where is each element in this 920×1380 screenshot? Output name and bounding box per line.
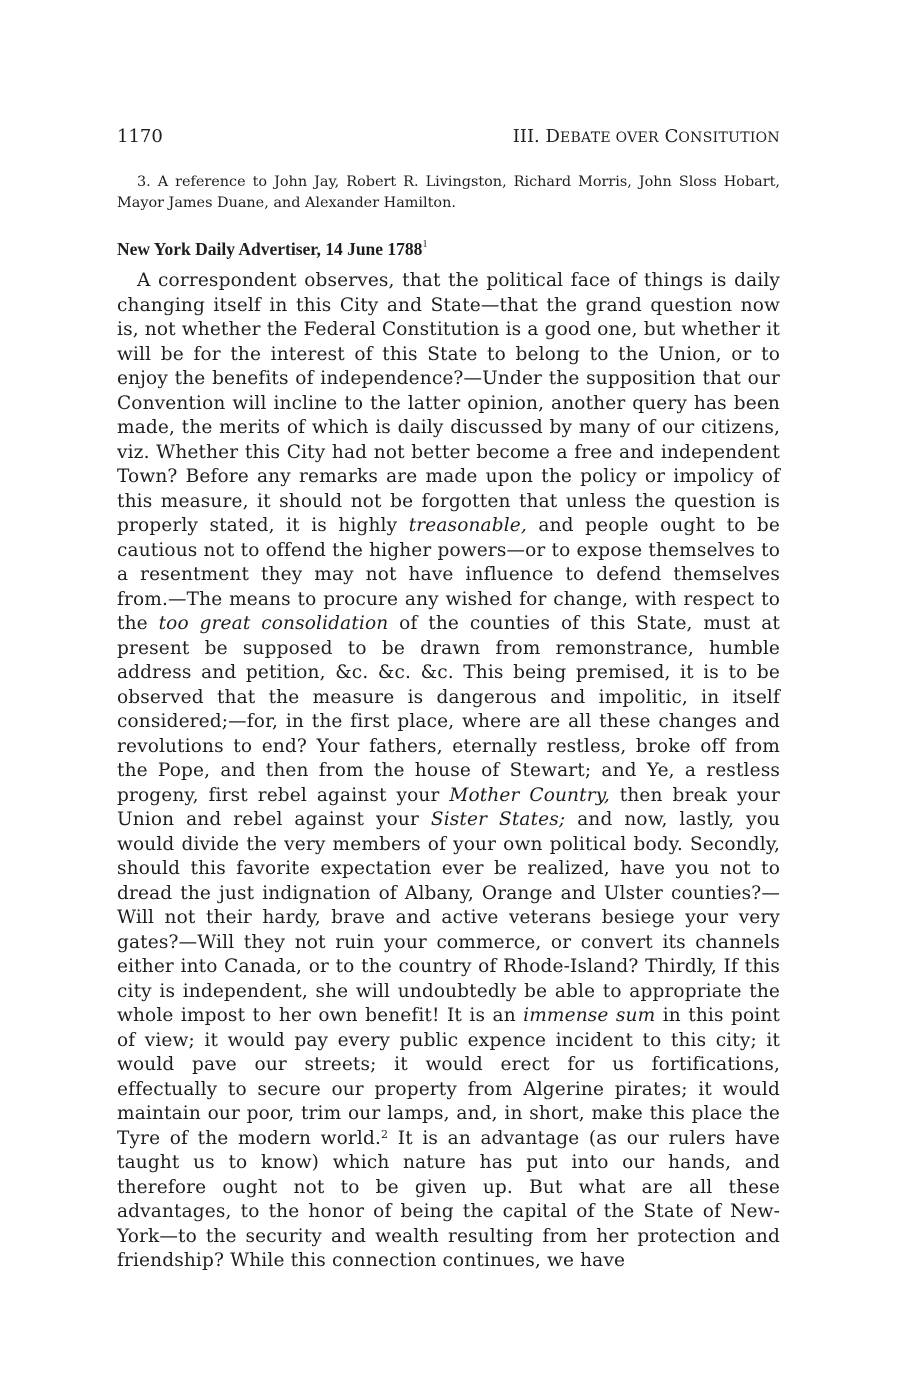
text-segment: then break your Union and rebel against your: [117, 784, 780, 830]
text-segment: A correspondent observes, that the political face of things is daily changing itself in this City and State—that the grand question now is, not whether the Federal Constitution is a good one, but whether it will be for the interest of this State to belong to the Union, or to enjoy the benefits of independence?—Under the supposition that our Convention will incline to the latter opinion, another query has been made, the merits of which is daily discussed by many of our citizens, viz. Whether this City had not better become a free and independent Town? Before any remarks are made upon the policy or impolicy of this measure, it should not be forgotten that unless the question is properly stated, it is highly: [117, 270, 780, 536]
running-title-smallcaps-1: EBATE OVER: [559, 130, 659, 146]
document-title: New York Daily Advertiser, 14 June 1788: [117, 239, 423, 259]
page-number: 1170: [117, 126, 163, 147]
italic-term: too great consolidation: [158, 613, 389, 634]
text-segment: and people ought to be cautious not to offend the higher powers—or to expose themselves to a resentment they may not have influence to defend themselves from.—The means to procure any wished for change, with respect to the: [117, 515, 781, 634]
text-segment: and now, lastly, you would divide the very members of your own political body. Secondly, should this favorite expectation ever be realized, have you not to dread the just indignation of Albany, Orange and Ulster counties?—Will not their hardy, brave and active veterans besiege your very gates?—Will they not ruin your commerce, or convert its channels either into Canada, or to the country of Rhode-Island? Thirdly, If this city is independent, she will undoubtedly be able to appropriate the whole impost to her own benefit! It is an: [117, 809, 781, 1026]
note-ref-2: 2: [381, 1127, 389, 1141]
article-body: [117, 269, 780, 1274]
running-title-smallcaps-2: ONSITUTION: [678, 130, 780, 146]
footnote-text: 3. A reference to John Jay, Robert R. Livingston, Richard Morris, John Sloss Hobart, Mayor James Duane, and Alexander Hamilton.: [117, 174, 780, 211]
italic-term: immense sum: [523, 1005, 656, 1026]
running-header: [117, 124, 780, 150]
document-heading: [117, 232, 780, 262]
heading-note-ref: 1: [422, 239, 428, 250]
italic-term: treasonable,: [408, 515, 527, 536]
text-segment: It is an advantage (as our rulers have taught us to know) which nature has put into our hands, and therefore ought not to be given up. But what are all these advantages, to the honor of being the capital of the State of New-York—to the security and wealth resulting from her protection and friendship? While this connection continues, we have: [117, 1127, 780, 1271]
running-title-space: C: [658, 126, 679, 147]
text-segment: of the counties of this State, must at present be supposed to be drawn from remonstrance, humble address and petition, &c. &c. &c. This being premised, it is to be observed that the measure is dangerous and impolitic, in itself considered;—for, in the first place, where are all these changes and revolutions to end? Your fathers, eternally restless, broke off from the Pope, and then from the house of Stewart; and Ye, a restless progeny, first rebel against your: [117, 613, 780, 806]
running-title-prefix: III. D: [512, 126, 560, 147]
running-title: [513, 124, 780, 151]
italic-term: Mother Country,: [449, 784, 610, 806]
article-paragraph: [117, 269, 780, 1274]
text-segment: in this point of view; it would pay every public expence incident to this city; it would pave our streets; it would erect for us fortifications, effectually to secure our property from Algerine pirates; it would maintain our poor, trim our lamps, and, in short, make this place the Tyre of the modern world.: [117, 1005, 780, 1149]
footnote-3: [117, 172, 780, 214]
italic-term: Sister States;: [430, 809, 566, 830]
